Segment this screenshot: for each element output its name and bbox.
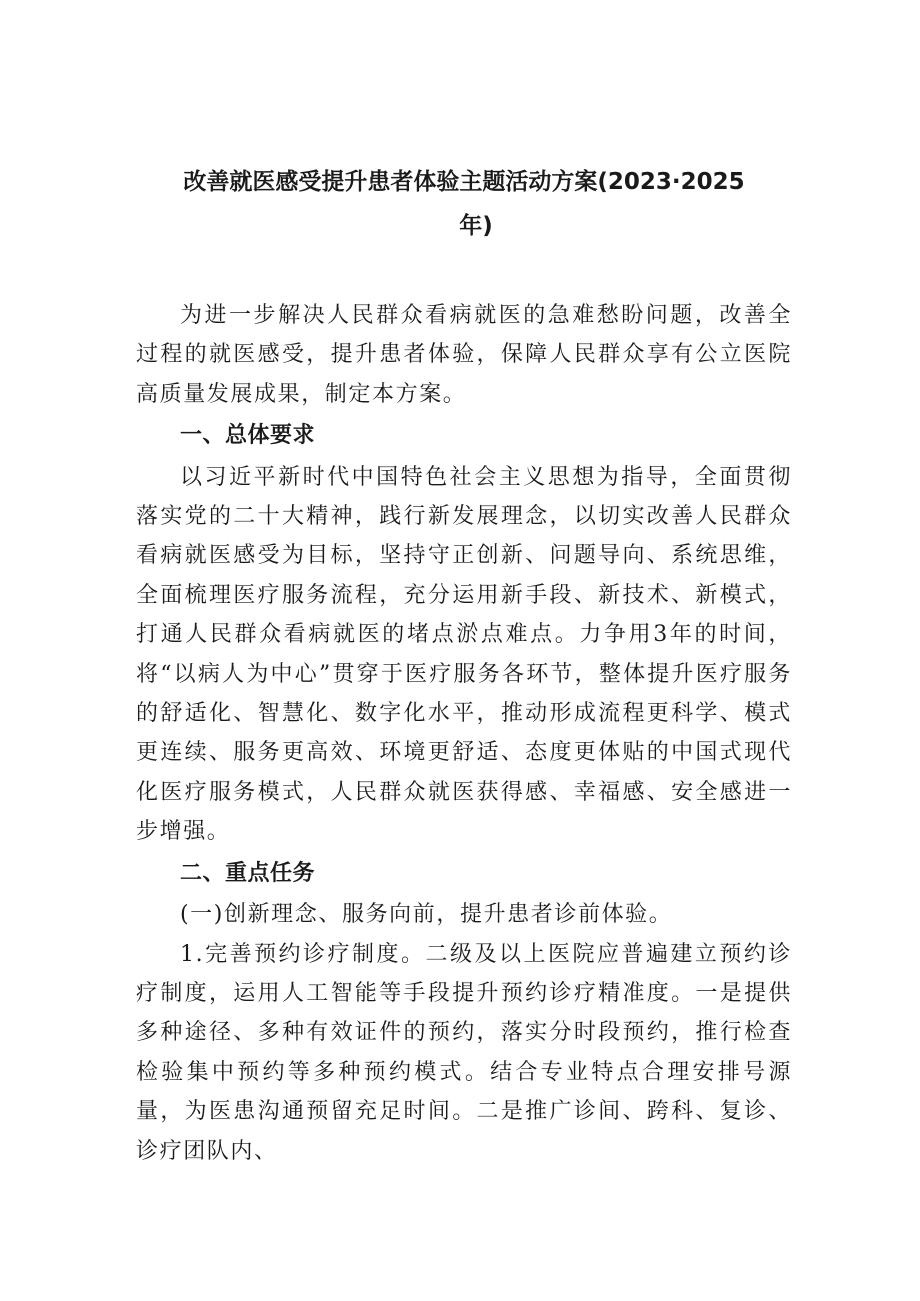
- appointment-system-paragraph: 1.完善预约诊疗制度。二级及以上医院应普遍建立预约诊疗制度，运用人工智能等手段提升预约诊疗精准度。一是提供多种途径、多种有效证件的预约，落实分时段预约，推行检查检验集中预约等多种预约模式。结合专业特点合理安排号源量，为医患沟通预留充足时间。二是推广诊间、跨科、复诊、诊疗团队内、: [136, 941, 792, 1164]
- intro-paragraph: 为进一步解决人民群众看病就医的急难愁盼问题，改善全过程的就医感受，提升患者体验，保障人民群众享有公立医院高质量发展成果，制定本方案。: [136, 303, 792, 407]
- document-title: [136, 160, 792, 248]
- section-heading-general-requirements: 一、总体要求: [180, 423, 316, 449]
- subsection-heading-pre-diagnosis: (一)创新理念、服务向前，提升患者诊前体验。: [180, 902, 673, 928]
- title-line-1: 改善就医感受提升患者体验主题活动方案(2023·2025: [183, 169, 745, 195]
- document-body: [136, 296, 792, 1171]
- general-requirements-paragraph: 以习近平新时代中国特色社会主义思想为指导，全面贯彻落实党的二十大精神，践行新发展理念，以切实改善人民群众看病就医感受为目标，坚持守正创新、问题导向、系统思维，全面梳理医疗服务流程，充分运用新手段、新技术、新模式，打通人民群众看病就医的堵点淤点难点。力争用3年的时间，将“以病人为中心”贯穿于医疗服务各环节，整体提升医疗服务的舒适化、智慧化、数字化水平，推动形成流程更科学、模式更连续、服务更高效、环境更舒适、态度更体贴的中国式现代化医疗服务模式，人民群众就医获得感、幸福感、安全感进一步增强。: [136, 464, 792, 845]
- section-heading-key-tasks: 二、重点任务: [180, 860, 316, 886]
- title-line-2: 年): [459, 213, 493, 239]
